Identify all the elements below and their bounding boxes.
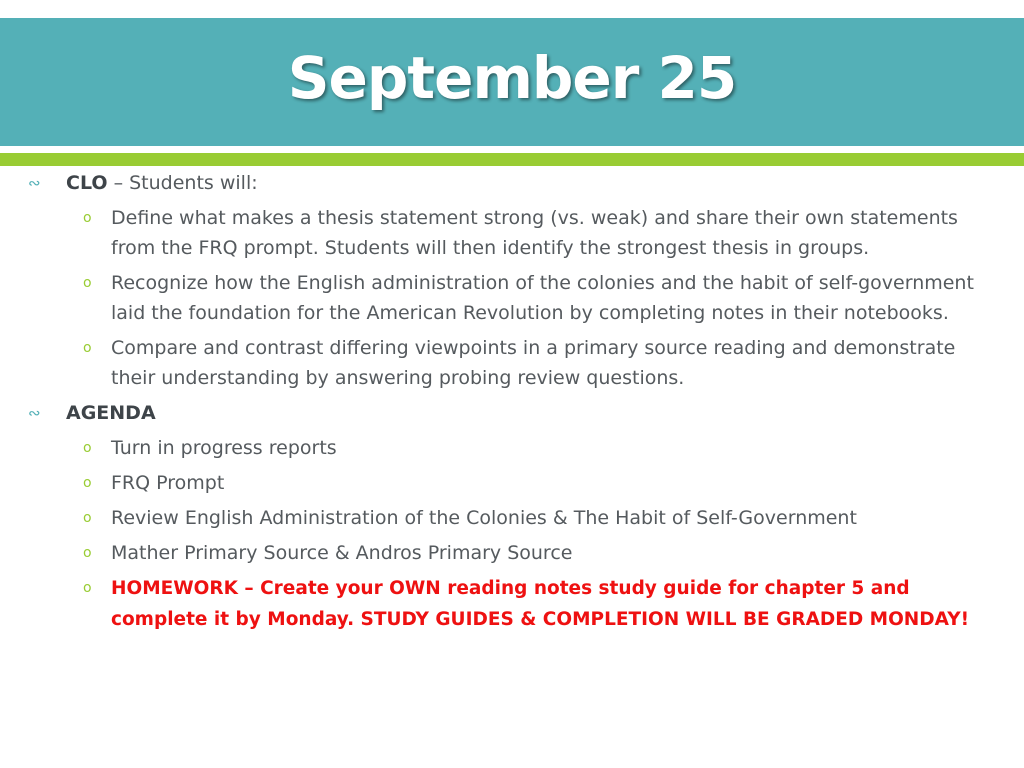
agenda-label: AGENDA xyxy=(66,402,156,424)
divider-green xyxy=(0,153,1024,166)
circle-bullet-icon: o xyxy=(83,440,92,456)
agenda-item-text: Review English Administration of the Colonies & The Habit of Self-Government xyxy=(111,507,857,529)
circle-bullet-icon: o xyxy=(83,545,92,561)
curl-bullet-icon: ∾ xyxy=(28,404,41,422)
agenda-item-text: FRQ Prompt xyxy=(111,472,225,494)
clo-item-text: Recognize how the English administration of the colonies and the habit of self-government laid the foundation for the American Revolution by completing notes in their notebooks. xyxy=(111,272,974,324)
agenda-item xyxy=(28,503,1003,533)
circle-bullet-icon: o xyxy=(83,340,92,356)
agenda-item xyxy=(28,468,1003,498)
circle-bullet-icon: o xyxy=(83,510,92,526)
circle-bullet-icon: o xyxy=(83,210,92,226)
homework-text: HOMEWORK – Create your OWN reading notes study guide for chapter 5 and complete it by Monday. STUDY GUIDES & COMPLETION WILL BE GRADED MONDAY! xyxy=(111,578,970,630)
agenda-item xyxy=(28,433,1003,463)
clo-label: CLO xyxy=(66,172,108,194)
clo-item xyxy=(28,203,1003,263)
title-bar xyxy=(0,18,1024,146)
clo-heading xyxy=(28,168,1003,198)
homework-item xyxy=(28,573,1003,635)
clo-item xyxy=(28,333,1003,393)
top-margin xyxy=(0,0,1024,18)
curl-bullet-icon: ∾ xyxy=(28,174,41,192)
clo-intro: – Students will: xyxy=(107,172,258,194)
agenda-item xyxy=(28,538,1003,568)
circle-bullet-icon: o xyxy=(83,275,92,291)
slide-title: September 25 xyxy=(287,44,737,112)
clo-item-text: Compare and contrast differing viewpoints in a primary source reading and demonstrate their understanding by answering probing review questions. xyxy=(111,337,956,389)
circle-bullet-icon: o xyxy=(83,475,92,491)
agenda-item-text: Mather Primary Source & Andros Primary Source xyxy=(111,542,573,564)
divider-thin xyxy=(0,146,1024,150)
clo-item-text: Define what makes a thesis statement strong (vs. weak) and share their own statements from the FRQ prompt. Students will then identify the strongest thesis in groups. xyxy=(111,207,958,259)
agenda-item-text: Turn in progress reports xyxy=(111,437,337,459)
slide-body xyxy=(28,168,1003,635)
clo-item xyxy=(28,268,1003,328)
agenda-heading xyxy=(28,398,1003,428)
circle-bullet-icon: o xyxy=(83,580,92,596)
